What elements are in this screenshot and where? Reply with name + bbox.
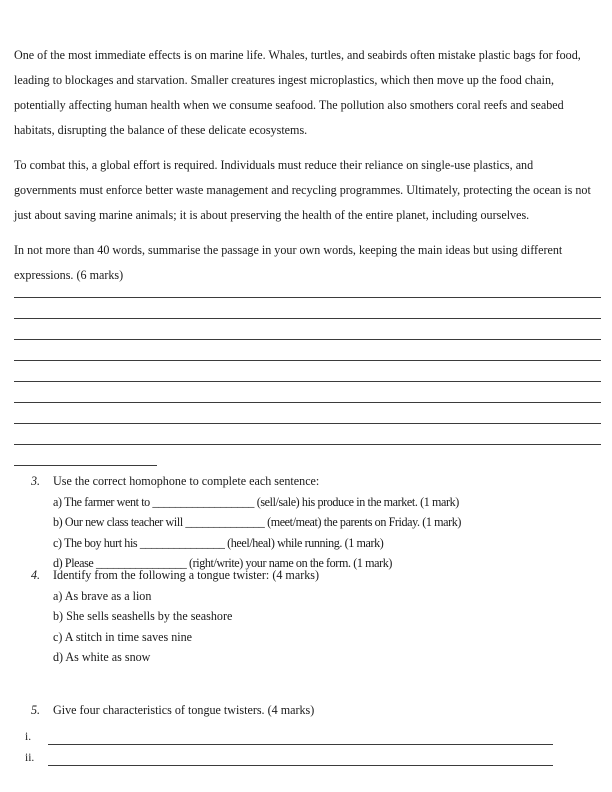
question-5-number: 5.	[31, 703, 41, 717]
question-4-option-c[interactable]: c) A stitch in time saves nine	[53, 629, 193, 644]
question-3-item-b[interactable]: b) Our new class teacher will ______________ (meet/meat) the parents on Friday. (1 mark)	[53, 515, 461, 529]
passage-paragraph-1: One of the most immediate effects is on marine life. Whales, turtles, and seabirds often mistake plastic bags for food, leading to blockages and starvation. Smaller creatures ingest microplastics, which then move up the food chain, potentially affecting human health when we consume seafood. The pollution also smothers coral reefs and seabed habitats, disrupting the balance of these delicate ecosystems.	[14, 48, 581, 137]
question-5-prompt: Give four characteristics of tongue twisters. (4 marks)	[53, 703, 315, 717]
question-4	[0, 565, 612, 668]
question-3-item-c[interactable]: c) The boy hurt his _______________ (heel/heal) while running. (1 mark)	[53, 535, 384, 550]
answer-line[interactable]	[14, 430, 602, 451]
answer-line[interactable]	[14, 388, 602, 409]
answer-line[interactable]	[14, 367, 602, 388]
roman-answer-row[interactable]	[0, 750, 612, 771]
question-5-header	[0, 700, 612, 721]
answer-line[interactable]	[14, 409, 602, 430]
roman-answer-row[interactable]	[0, 729, 612, 750]
question-3-prompt: Use the correct homophone to complete each sentence:	[53, 474, 320, 488]
question-4-option-a[interactable]: a) As brave as a lion	[53, 588, 152, 603]
question-3-header	[0, 471, 612, 492]
question-3-number: 3.	[31, 474, 41, 488]
question-4-option-d[interactable]: d) As white as snow	[53, 650, 151, 664]
roman-label-ii: ii.	[25, 752, 35, 764]
question-5	[0, 700, 612, 721]
question-4-prompt: Identify from the following a tongue twister: (4 marks)	[53, 568, 319, 582]
roman-label-i: i.	[25, 731, 32, 743]
answer-line[interactable]	[14, 325, 602, 346]
passage-text-block	[14, 43, 598, 293]
answer-line[interactable]	[14, 304, 602, 325]
question-3	[0, 471, 612, 574]
summary-instruction: In not more than 40 words, summarise the passage in your own words, keeping the main ideas but using different expressions. (6 marks)	[14, 243, 563, 282]
question-3-item-a[interactable]: a) The farmer went to __________________ (sell/sale) his produce in the market. (1 mark)	[53, 494, 459, 509]
answer-line-partial[interactable]	[14, 451, 602, 472]
answer-line[interactable]	[14, 283, 602, 304]
roman-answer-lines[interactable]	[0, 729, 612, 771]
question-4-number: 4.	[31, 568, 41, 582]
passage-paragraph-2: To combat this, a global effort is required. Individuals must reduce their reliance on single-use plastics, and governments must enforce better waste management and recycling programmes. Ultimately, protecting the ocean is not just about saving marine animals; it is about preserving the health of the entire planet, including ourselves.	[14, 158, 591, 222]
question-3-item-d[interactable]: d) Please ________________ (right/write) your name on the form. (1 mark)	[53, 556, 392, 570]
question-4-header	[0, 565, 612, 586]
answer-rule-lines[interactable]	[14, 283, 602, 472]
answer-line[interactable]	[14, 346, 602, 367]
question-4-option-b[interactable]: b) She sells seashells by the seashore	[53, 609, 233, 623]
